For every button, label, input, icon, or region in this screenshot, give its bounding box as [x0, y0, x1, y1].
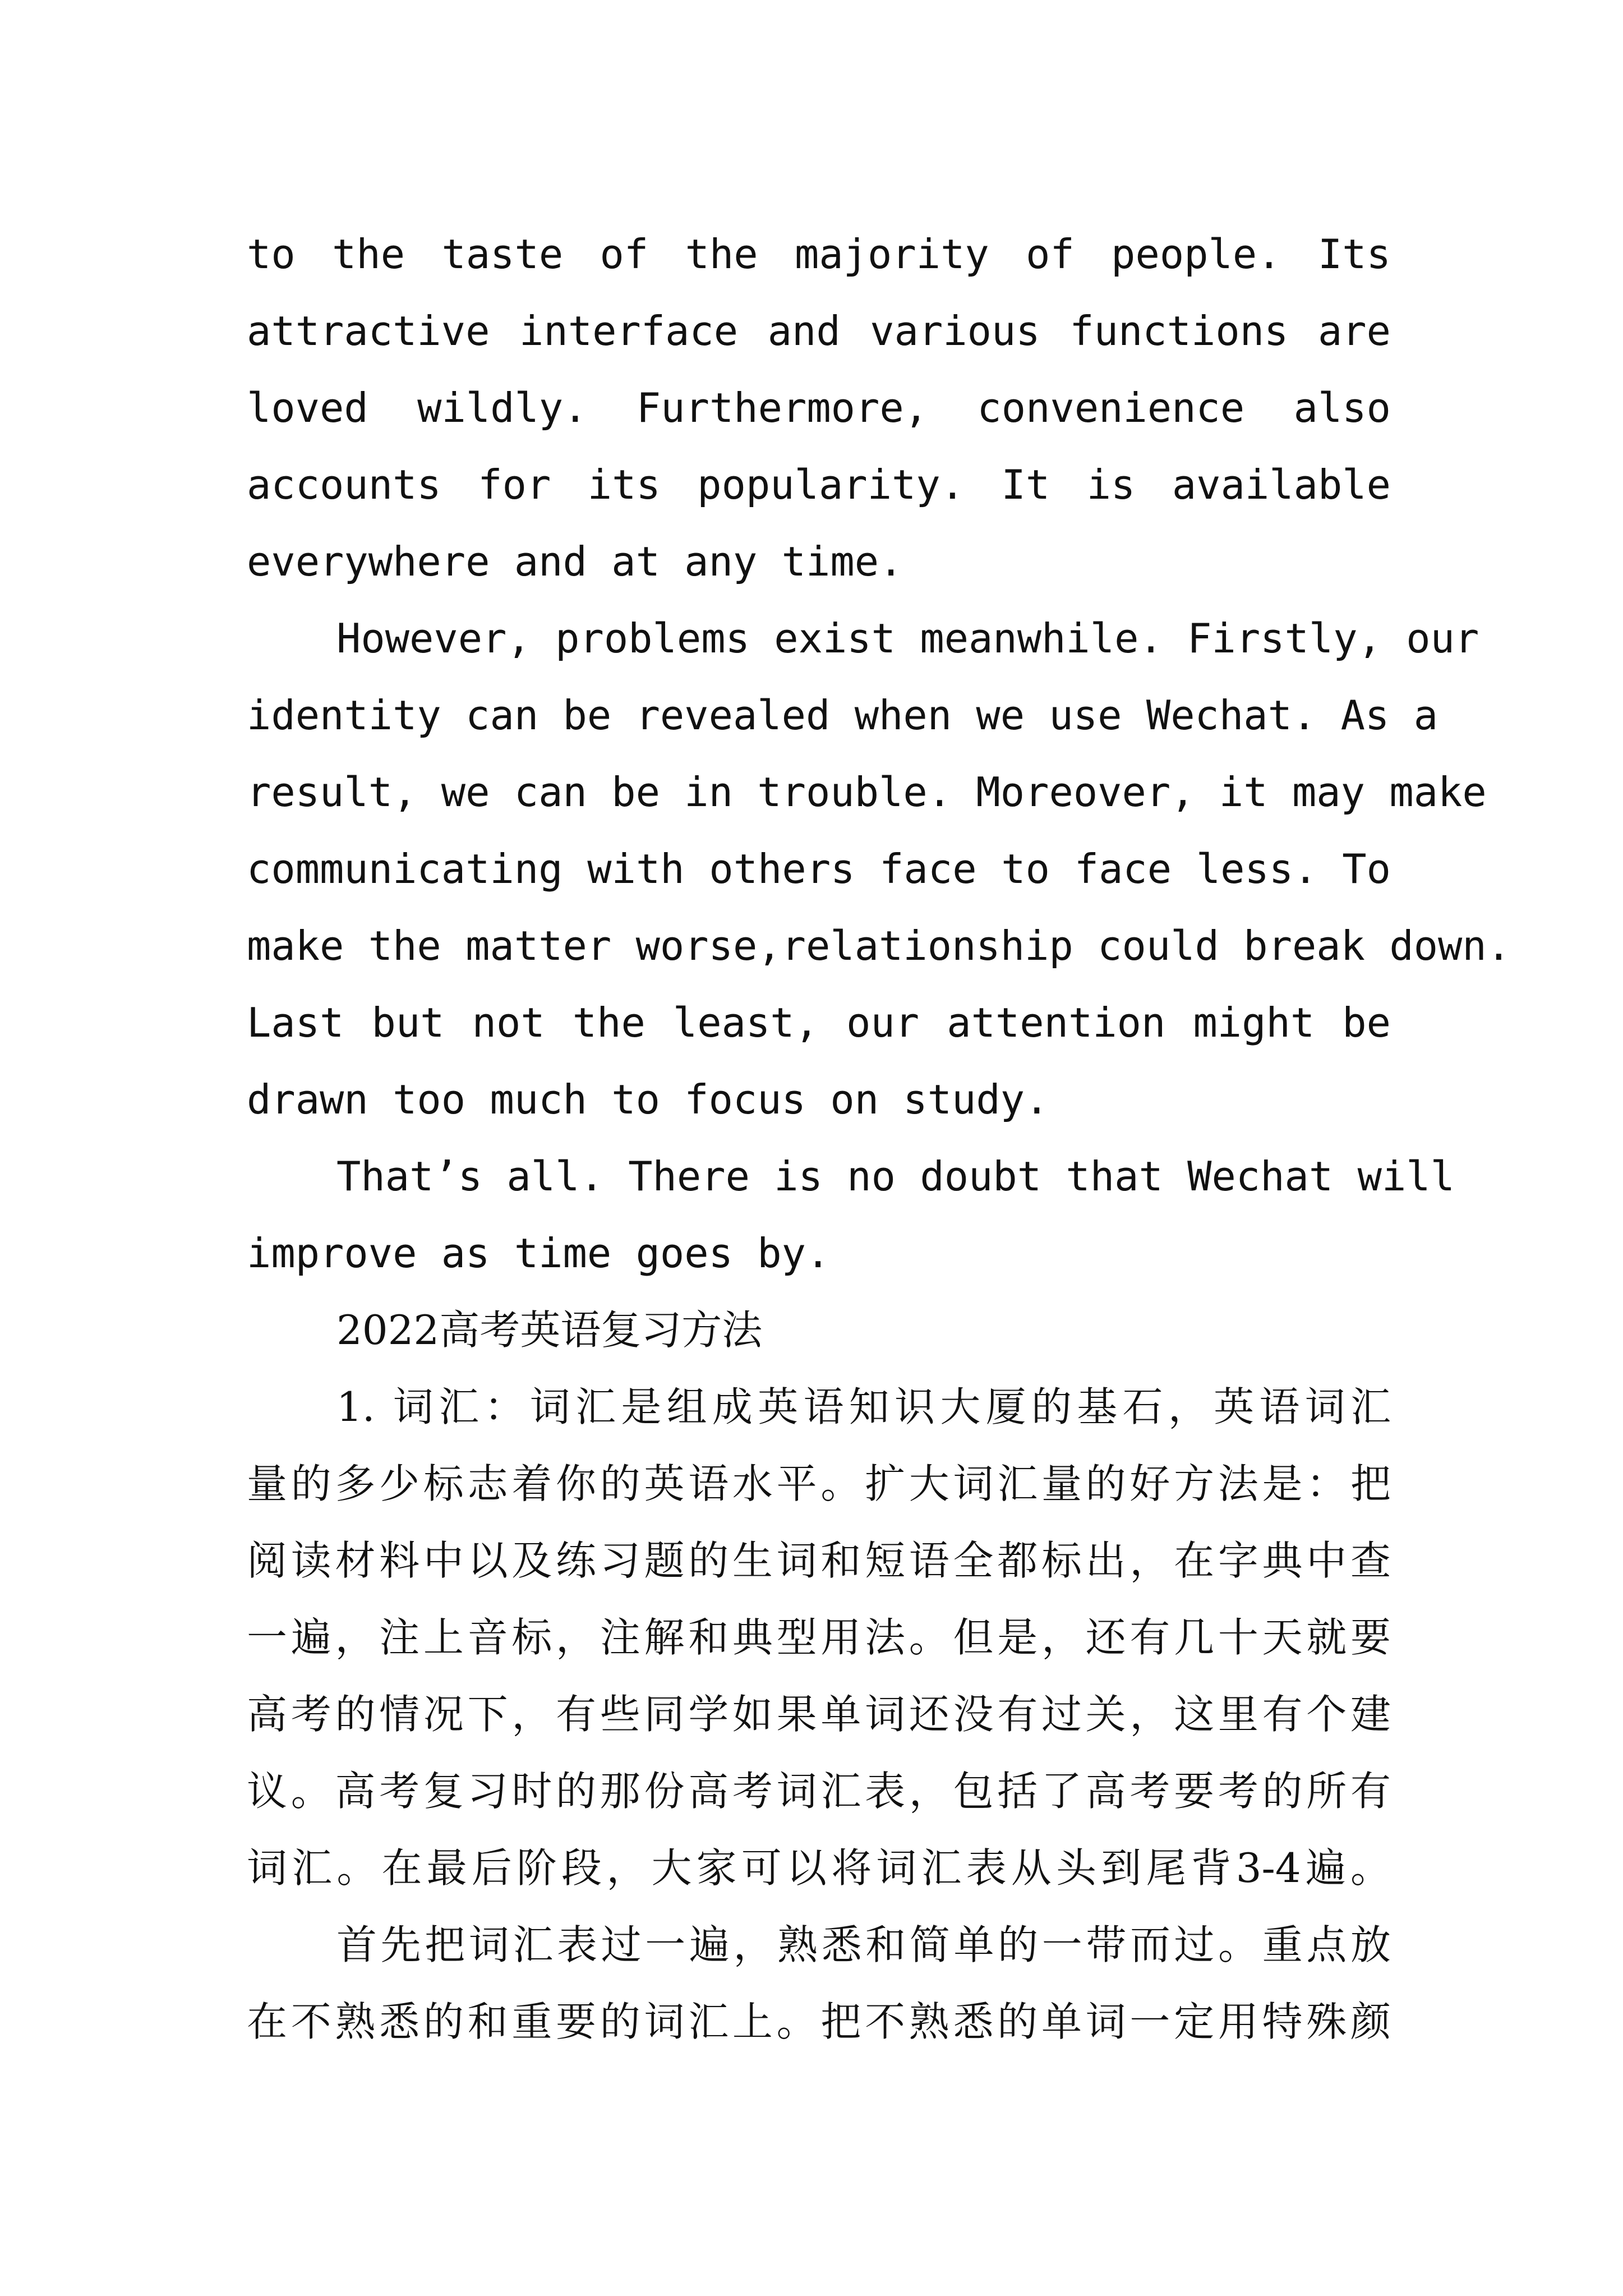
- chinese-text-line: 一遍，注上音标，注解和典型用法。但是，还有几十天就要: [247, 1614, 1391, 1661]
- chinese-text-line: 议。高考复习时的那份高考词汇表，包括了高考要考的所有: [247, 1768, 1391, 1815]
- english-text-line: communicating with others face to face less. To: [247, 845, 1391, 892]
- chinese-text-line: 高考的情况下，有些同学如果单词还没有过关，这里有个建: [247, 1691, 1391, 1738]
- chinese-text-line: 首先把词汇表过一遍，熟悉和简单的一带而过。重点放: [336, 1921, 1391, 1968]
- chinese-text-line: 2022高考英语复习方法: [336, 1306, 763, 1354]
- english-text-line: to the taste of the majority of people. Its: [247, 231, 1391, 278]
- english-text-line: identity can be revealed when we use Wechat. As a: [247, 692, 1438, 739]
- english-text-line: loved wildly. Furthermore, convenience also: [247, 384, 1391, 431]
- english-text-line: That’s all. There is no doubt that Wechat will: [336, 1153, 1455, 1200]
- chinese-text-line: 在不熟悉的和重要的词汇上。把不熟悉的单词一定用特殊颜: [247, 1998, 1391, 2045]
- chinese-text-line: 量的多少标志着你的英语水平。扩大词汇量的好方法是：把: [247, 1460, 1391, 1507]
- english-text-line: However, problems exist meanwhile. Firstly, our: [336, 615, 1479, 662]
- english-text-line: attractive interface and various functions are: [247, 307, 1391, 355]
- chinese-text-line: 1. 词汇：词汇是组成英语知识大厦的基石，英语词汇: [336, 1383, 1391, 1430]
- english-text-line: accounts for its popularity. It is available: [247, 461, 1391, 508]
- english-text-line: drawn too much to focus on study.: [247, 1076, 1049, 1123]
- chinese-text-line: 词汇。在最后阶段，大家可以将词汇表从头到尾背3-4遍。: [247, 1844, 1391, 1892]
- document-body: [247, 216, 1511, 2060]
- english-text-line: everywhere and at any time.: [247, 538, 903, 585]
- english-text-line: improve as time goes by.: [247, 1230, 831, 1277]
- chinese-text-line: 阅读材料中以及练习题的生词和短语全都标出，在字典中查: [247, 1537, 1391, 1584]
- english-text-line: make the matter worse,relationship could break down.: [247, 922, 1511, 969]
- english-text-line: Last but not the least, our attention might be: [247, 999, 1391, 1046]
- english-text-line: result, we can be in trouble. Moreover, it may make: [247, 769, 1487, 816]
